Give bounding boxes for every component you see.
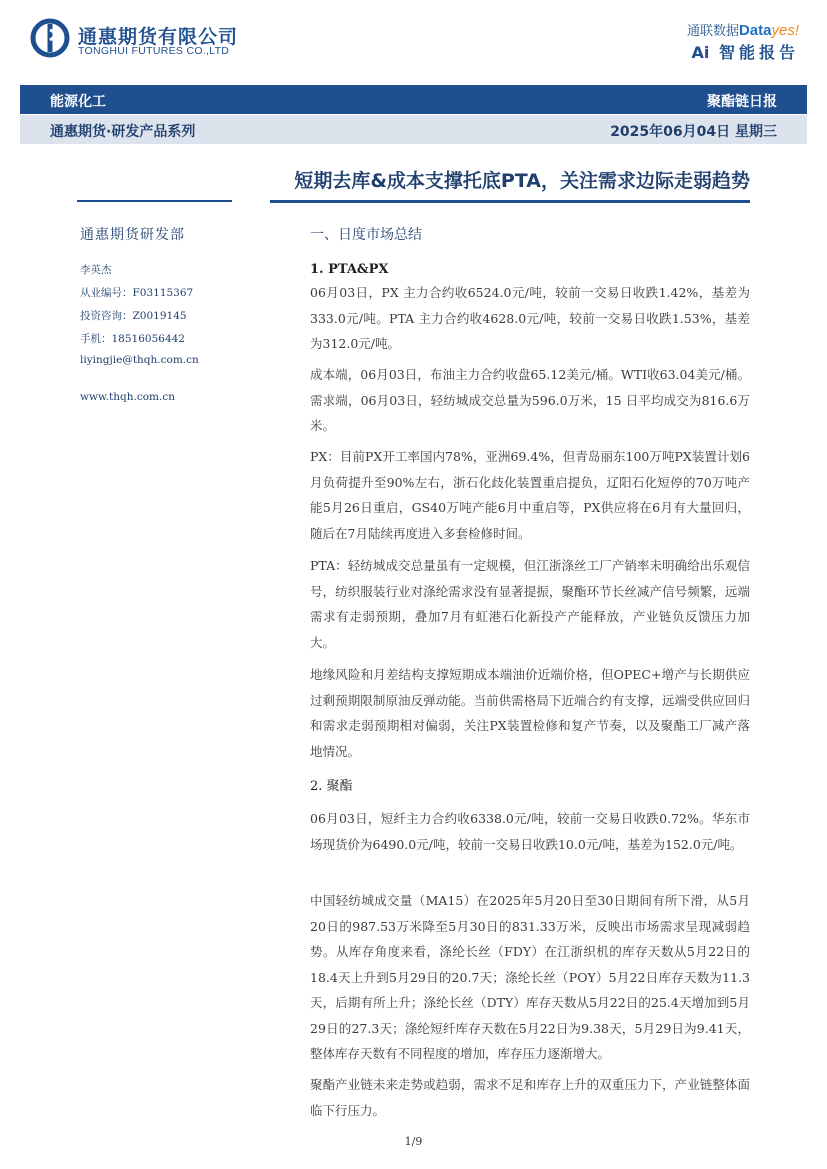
- paragraph-conclusion: 聚酯产业链未来走势或趋弱，需求不足和库存上升的双重压力下，产业链整体面临下行压力。: [310, 1077, 750, 1118]
- series-banner: [20, 115, 807, 144]
- subsection-heading-polyester: 2. 聚酯: [310, 779, 353, 794]
- ai-mark: Ai: [691, 43, 710, 62]
- category-label: 能源化工: [50, 94, 106, 110]
- company-name-en: TONGHUI FUTURES CO.,LTD: [78, 45, 230, 57]
- author-email[interactable]: liyingjie@thqh.com.cn: [80, 354, 199, 366]
- series-label: 通惠期货·研发产品系列: [50, 124, 196, 140]
- section-heading: 一、日度市场总结: [310, 227, 422, 243]
- paragraph-pta-demand: PTA：轻纺城成交总量虽有一定规模，但江浙涤丝工厂产销率未明确给出乐观信号，纺织服装行业对涤纶需求没有显著提振，聚酯环节长丝减产信号频繁，远端需求有走弱预期，叠加7月有虹港石化新投产产能释放，产业链负反馈压力加大。: [310, 558, 750, 650]
- company-name-cn: 通惠期货有限公司: [78, 26, 239, 48]
- paragraph-outlook: 地缘风险和月差结构支撑短期成本端油价近端价格，但OPEC+增产与长期供应过剩预期限制原油反弹动能。当前供需格局下近端合约有支撑，远端受供应回归和需求走弱预期相对偏弱，关注PX装置检修和复产节奏，以及聚酯工厂减产落地情况。: [310, 667, 750, 759]
- datayes-logo: [687, 20, 799, 39]
- phone-number: 手机：18516056442: [80, 333, 185, 345]
- datayes-suffix: yes!: [771, 22, 799, 39]
- datayes-prefix: 通联数据: [686, 24, 739, 39]
- ai-report-logo: [692, 40, 799, 63]
- research-dept: 通惠期货研发部: [80, 227, 185, 243]
- report-date: 2025年06月04日 星期三: [610, 124, 777, 140]
- datayes-brand: Data: [738, 22, 772, 39]
- title-divider: [270, 200, 750, 203]
- license-number: 从业编号：F03115367: [80, 287, 194, 299]
- paragraph-pta-prices: 06月03日，PX 主力合约收6524.0元/吨，较前一交易日收跌1.42%，基差为333.0元/吨。PTA 主力合约收4628.0元/吨，较前一交易日收跌1.53%，基差为312.0元/吨。: [310, 285, 750, 351]
- category-banner: [20, 85, 807, 114]
- paragraph-staple-prices: 06月03日，短纤主力合约收6338.0元/吨，较前一交易日收跌0.72%。华东市场现货价为6490.0元/吨，较前一交易日收跌10.0元/吨，基差为152.0元/吨。: [310, 811, 750, 852]
- sidebar-divider: [77, 200, 232, 202]
- subsection-heading-pta: 1. PTA&PX: [310, 262, 389, 277]
- company-website[interactable]: www.thqh.com.cn: [80, 391, 175, 403]
- report-title: 短期去库&成本支撑托底PTA，关注需求边际走弱趋势: [294, 170, 750, 192]
- advisory-number: 投资咨询：Z0019145: [80, 310, 187, 322]
- author-name: 李英杰: [80, 264, 112, 276]
- page-number: 1/9: [404, 1135, 423, 1148]
- ai-report-label: 智能报告: [718, 43, 799, 62]
- tonghui-logo-icon: [30, 18, 70, 58]
- paragraph-px-supply: PX：目前PX开工率国内78%，亚洲69.4%，但青岛丽东100万吨PX装置计划6月负荷提升至90%左右，浙石化歧化装置重启提负，辽阳石化短停的70万吨产能5月26日重启，GS40万吨产能6月中重启等，PX供应将在6月有大量回归，随后在7月陆续再度进入多套检修时间。: [310, 449, 750, 541]
- paragraph-cost-demand: 成本端，06月03日，布油主力合约收盘65.12美元/桶。WTI收63.04美元/桶。需求端，06月03日，轻纺城成交总量为596.0万米，15 日平均成交为816.6万米。: [310, 367, 750, 433]
- paragraph-inventory: 中国轻纺城成交量（MA15）在2025年5月20日至30日期间有所下滑，从5月20日的987.53万米降至5月30日的831.33万米，反映出市场需求呈现减弱趋势。从库存角度来看，涤纶长丝（FDY）在江浙织机的库存天数从5月22日的18.4天上升到5月29日的20.7天；涤纶长丝（POY）5月22日库存天数为11.3天，后期有所上升；涤纶长丝（DTY）库存天数从5月22日的25.4天增加到5月29日的27.3天；涤纶短纤库存天数在5月22日为9.38天，5月29日为9.41天，整体库存天数有不同程度的增加，库存压力逐渐增大。: [310, 893, 750, 1061]
- report-type-label: 聚酯链日报: [707, 94, 777, 110]
